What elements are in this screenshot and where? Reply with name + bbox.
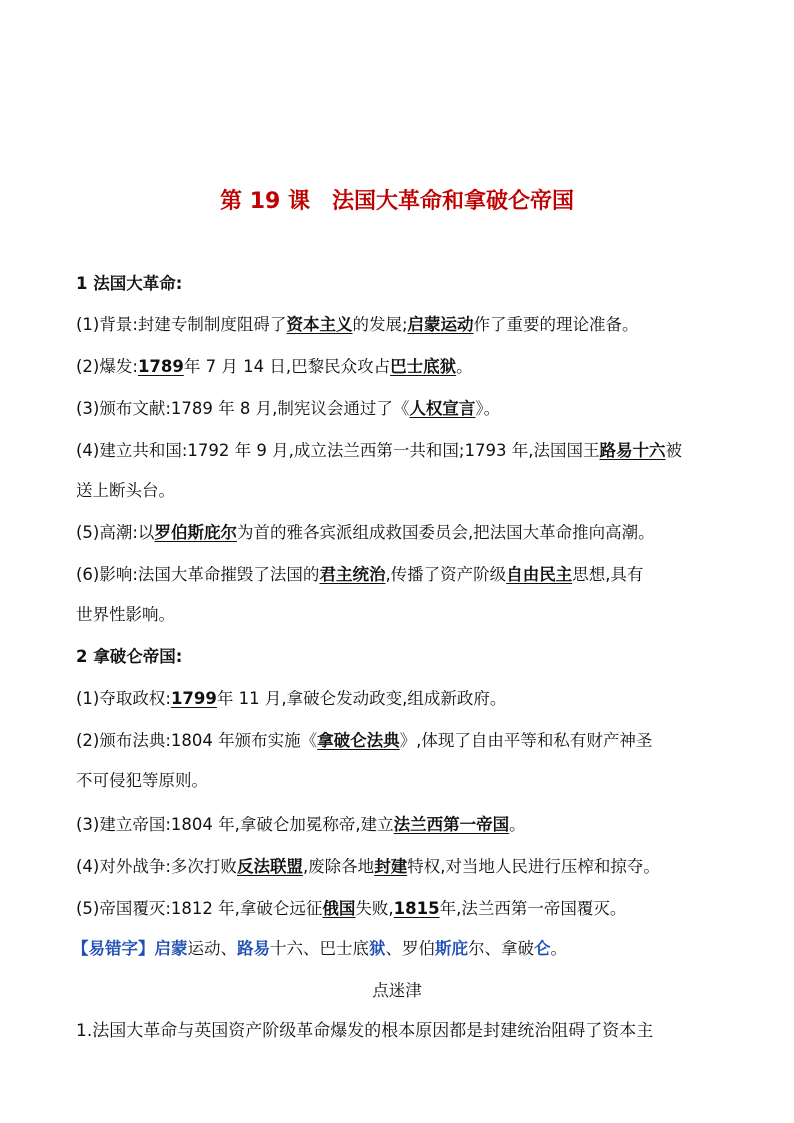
highlight-char: 启蒙 <box>154 939 188 958</box>
text: 特权,对当地人民进行压榨和掠夺。 <box>407 857 660 876</box>
tips-item-1: 1.法国大革命与英国资产阶级革命爆发的根本原因都是封建统治阻碍了资本主 <box>76 1021 654 1041</box>
error-prone-characters <box>72 937 567 961</box>
text: 年 11 月,拿破仑发动政变,组成新政府。 <box>216 689 507 708</box>
text: 为首的雅各宾派组成救国委员会,把法国大革命推向高潮。 <box>236 523 655 542</box>
text: 运动、 <box>187 939 237 958</box>
text: 》。 <box>475 399 501 418</box>
item-fall <box>76 897 626 921</box>
key-term: 拿破仑法典 <box>317 731 400 750</box>
item-wars <box>76 855 660 879</box>
key-term: 俄国 <box>322 899 356 918</box>
item-document <box>76 397 500 421</box>
text: (6)影响:法国大革命摧毁了法国的 <box>76 565 320 584</box>
text: ,废除各地 <box>302 857 375 876</box>
item-climax <box>76 521 655 545</box>
text: 尔、拿破 <box>468 939 534 958</box>
item-influence <box>76 563 643 587</box>
text: (4)对外战争:多次打败 <box>76 857 237 876</box>
text: 作了重要的理论准备。 <box>473 315 639 334</box>
error-label: 【易错字】 <box>72 939 155 958</box>
text: 的发展; <box>352 315 408 334</box>
text: 年 7 月 14 日,巴黎民众攻占 <box>183 357 391 376</box>
text: (3)颁布文献:1789 年 8 月,制宪议会通过了《 <box>76 399 410 418</box>
key-term: 路易十六 <box>599 441 666 460</box>
key-term: 资本主义 <box>286 315 353 334</box>
text: (2)颁布法典:1804 年颁布实施《 <box>76 731 318 750</box>
text: 》,体现了自由平等和私有财产神圣 <box>399 731 653 750</box>
item-republic <box>76 439 682 463</box>
key-term: 反法联盟 <box>236 857 303 876</box>
text: (4)建立共和国:1792 年 9 月,成立法兰西第一共和国;1793 年,法国国王 <box>76 441 600 460</box>
item-code <box>76 729 652 753</box>
item-outbreak <box>76 355 473 379</box>
text: 失败, <box>355 899 394 918</box>
text: (5)帝国覆灭:1812 年,拿破仑远征 <box>76 899 323 918</box>
key-term: 启蒙运动 <box>407 315 474 334</box>
text: 。 <box>509 815 526 834</box>
key-term: 法兰西第一帝国 <box>393 815 510 834</box>
key-term: 自由民主 <box>506 565 573 584</box>
text: (2)爆发: <box>76 357 138 376</box>
section-heading-french-revolution: 1 法国大革命: <box>76 274 183 293</box>
item-seize-power <box>76 687 506 711</box>
text: 、罗伯 <box>385 939 435 958</box>
key-term: 罗伯斯庇尔 <box>154 523 237 542</box>
text: (5)高潮:以 <box>76 523 155 542</box>
key-term: 封建 <box>374 857 408 876</box>
key-term: 人权宣言 <box>409 399 476 418</box>
item-background <box>76 313 639 337</box>
item-code-cont: 不可侵犯等原则。 <box>76 771 208 790</box>
item-empire <box>76 813 526 837</box>
page-title: 第 19 课 法国大革命和拿破仑帝国 <box>220 189 574 214</box>
highlight-char: 斯庇 <box>435 939 468 958</box>
text: (3)建立帝国:1804 年,拿破仑加冕称帝,建立 <box>76 815 394 834</box>
highlight-char: 狱 <box>369 939 386 958</box>
key-term: 1789 <box>137 357 184 376</box>
key-term: 1799 <box>170 689 217 708</box>
highlight-char: 仑 <box>534 939 551 958</box>
text: (1)背景:封建专制制度阻碍了 <box>76 315 287 334</box>
item-republic-cont: 送上断头台。 <box>76 481 175 500</box>
key-term: 巴士底狱 <box>390 357 457 376</box>
text: 被 <box>665 441 682 460</box>
text: 。 <box>550 939 567 958</box>
key-term: 1815 <box>393 899 440 918</box>
highlight-char: 路易 <box>237 939 270 958</box>
text: 。 <box>456 357 473 376</box>
text: (1)夺取政权: <box>76 689 171 708</box>
text: ,传播了资产阶级 <box>385 565 507 584</box>
text: 年,法兰西第一帝国覆灭。 <box>439 899 627 918</box>
item-influence-cont: 世界性影响。 <box>76 605 175 624</box>
tips-heading: 点迷津 <box>372 981 422 1000</box>
text: 思想,具有 <box>572 565 644 584</box>
key-term: 君主统治 <box>319 565 386 584</box>
section-heading-napoleon-empire: 2 拿破仑帝国: <box>76 647 183 666</box>
text: 十六、巴士底 <box>270 939 369 958</box>
